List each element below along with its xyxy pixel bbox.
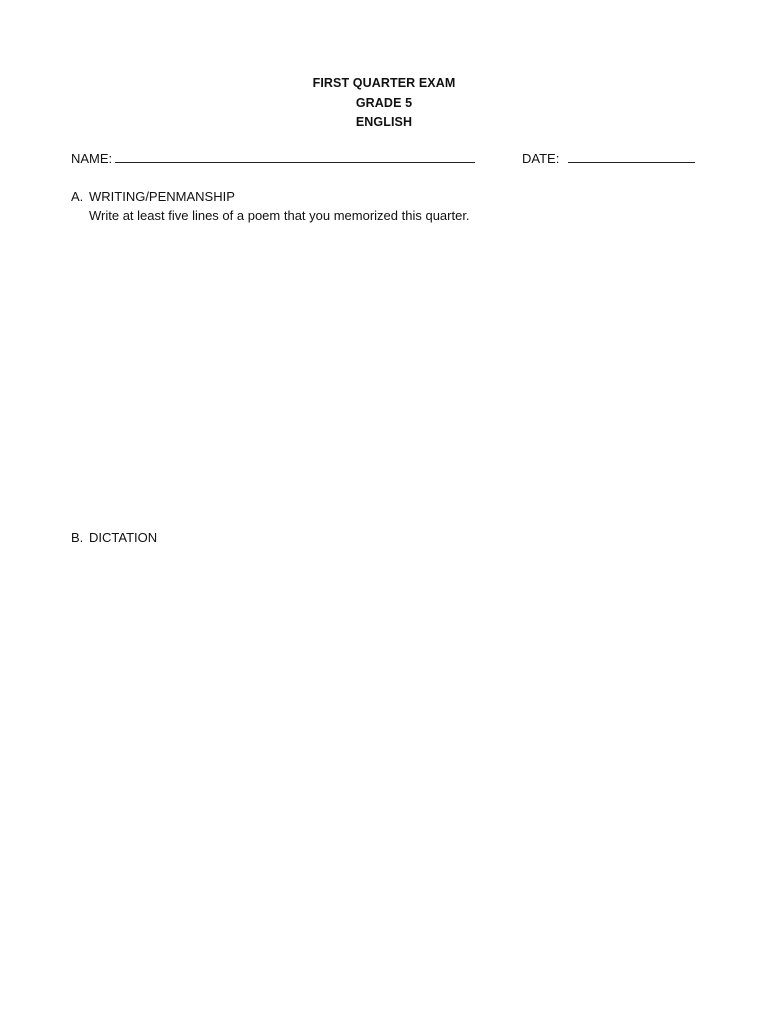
date-blank-line[interactable] [568, 150, 695, 163]
exam-header [0, 74, 768, 133]
section-b-marker: B. [71, 530, 84, 545]
date-field [522, 150, 695, 168]
grade-level: GRADE 5 [355, 95, 413, 110]
name-label: NAME: [71, 151, 113, 166]
section-a-heading [71, 188, 235, 206]
subject: ENGLISH [355, 115, 413, 129]
section-b-title: DICTATION [89, 530, 158, 545]
name-field [71, 150, 475, 168]
name-blank-line[interactable] [115, 150, 475, 163]
section-a-title: WRITING/PENMANSHIP [89, 189, 235, 204]
date-label: DATE: [522, 151, 560, 166]
section-a-instruction: Write at least five lines of a poem that you memorized this quarter. [89, 208, 470, 223]
section-a-marker: A. [71, 189, 84, 204]
section-b-heading [71, 529, 157, 547]
exam-title: FIRST QUARTER EXAM [312, 76, 456, 90]
